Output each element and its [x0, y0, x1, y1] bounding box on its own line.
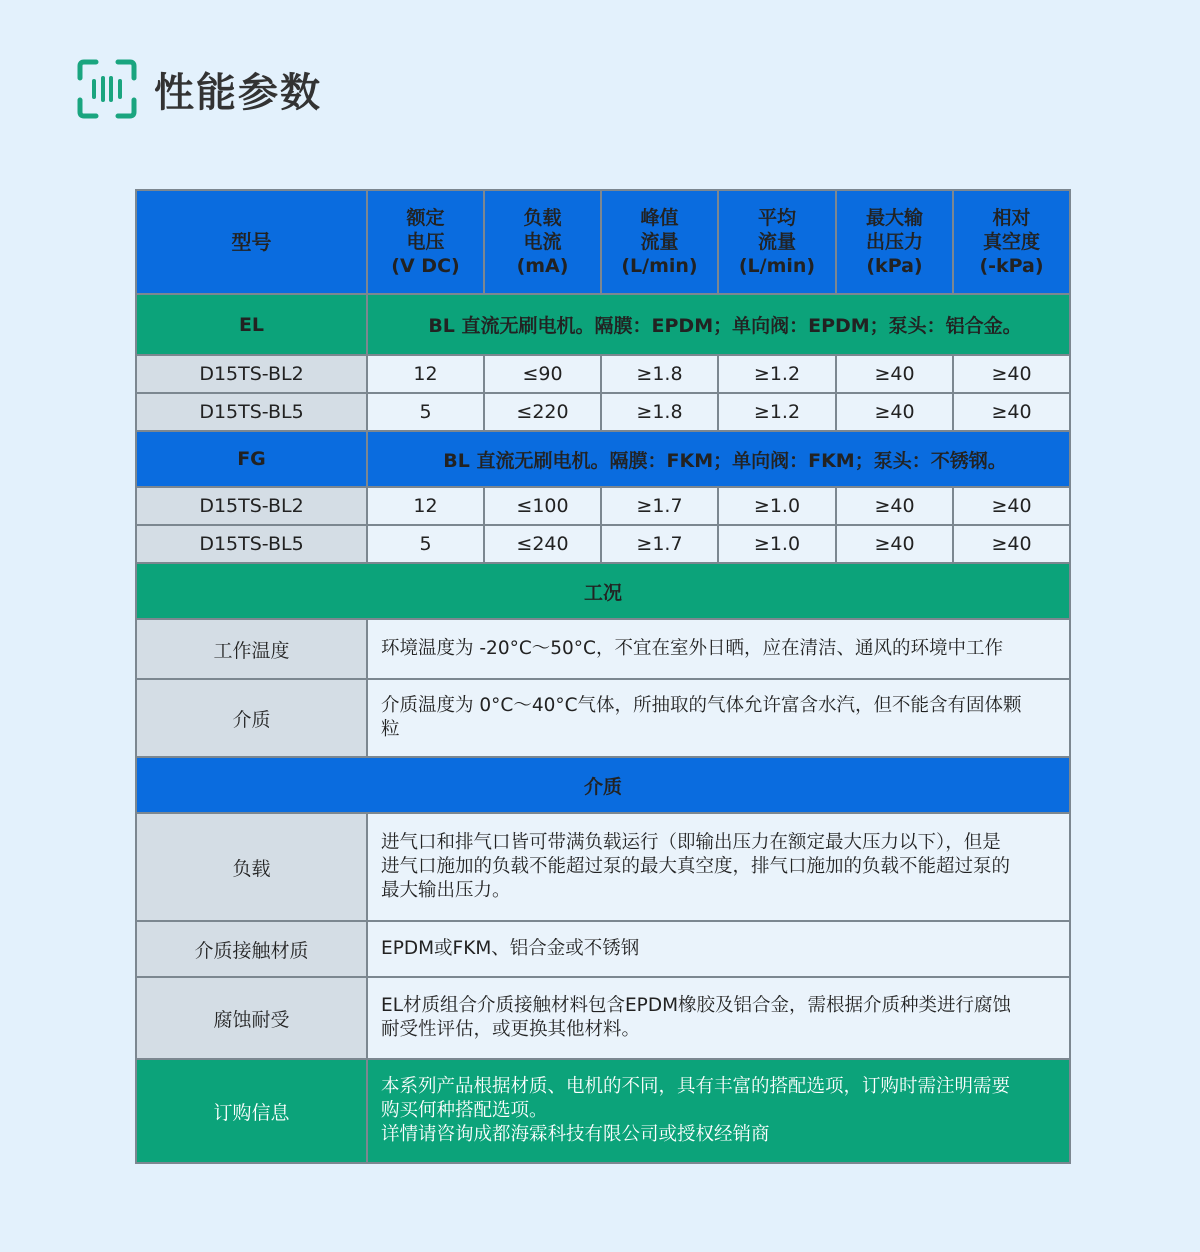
order-text-line: 本系列产品根据材质、电机的不同，具有丰富的搭配选项，订购时需注明需要 [381, 1076, 1011, 1097]
condition-label: 腐蚀耐受 [136, 977, 367, 1059]
value-cell: ≥1.8 [601, 355, 718, 393]
group-row-el [136, 294, 1070, 355]
column-header [136, 190, 367, 294]
value-cell: ≥40 [836, 355, 953, 393]
condition-text-line: 粒 [381, 719, 400, 740]
model-cell: D15TS-BL2 [136, 487, 367, 525]
column-header-line: (L/min) [738, 255, 816, 277]
value-cell: 5 [367, 393, 484, 431]
condition-label: 工作温度 [136, 619, 367, 679]
column-header-line: (-kPa) [979, 255, 1044, 277]
column-header [836, 190, 953, 294]
column-header-line: (V DC) [391, 255, 460, 277]
column-header-line: 流量 [757, 231, 796, 253]
order-text-line: 详情请咨询成都海霖科技有限公司或授权经销商 [381, 1124, 770, 1145]
column-header-line: 额定 [406, 207, 445, 229]
group-name: FG [136, 431, 367, 487]
value-cell: ≥1.7 [601, 487, 718, 525]
model-cell: D15TS-BL5 [136, 393, 367, 431]
value-cell: ≥1.0 [718, 487, 836, 525]
header-row [136, 190, 1070, 294]
value-cell: ≤240 [484, 525, 601, 563]
group-description: BL 直流无刷电机。隔膜：FKM；单向阀：FKM；泵头：不锈钢。 [367, 431, 1070, 487]
performance-table [135, 189, 1071, 1164]
value-cell: ≤90 [484, 355, 601, 393]
column-header-line: 最大输 [865, 207, 923, 229]
value-cell: ≥1.7 [601, 525, 718, 563]
value-cell: 12 [367, 487, 484, 525]
condition-text [367, 813, 1070, 921]
order-row [136, 1059, 1070, 1163]
condition-row [136, 813, 1070, 921]
condition-row [136, 977, 1070, 1059]
condition-text-line: EPDM或FKM、铝合金或不锈钢 [381, 938, 640, 959]
group-name: EL [136, 294, 367, 355]
value-cell: ≥40 [836, 525, 953, 563]
condition-text [367, 977, 1070, 1059]
value-cell: ≥40 [836, 487, 953, 525]
column-header-line: 相对 [992, 207, 1031, 229]
section-title: 介质 [136, 757, 1070, 813]
table-row [136, 355, 1070, 393]
column-header [367, 190, 484, 294]
column-header-line: 型号 [231, 230, 272, 254]
section-row-work [136, 563, 1070, 619]
condition-text-line: 介质温度为 0°C～40°C气体，所抽取的气体允许富含水汽，但不能含有固体颗 [381, 695, 1022, 716]
section-title: 工况 [136, 563, 1070, 619]
value-cell: ≥40 [953, 525, 1070, 563]
column-header-line: 负载 [523, 207, 562, 229]
column-header-line: (mA) [516, 255, 569, 277]
value-cell: ≥40 [836, 393, 953, 431]
condition-text-line: 环境温度为 -20°C～50°C，不宜在室外日晒，应在清洁、通风的环境中工作 [381, 638, 1003, 659]
condition-text-line: 耐受性评估，或更换其他材料。 [381, 1019, 641, 1040]
value-cell: ≥1.2 [718, 355, 836, 393]
column-header-line: (kPa) [866, 255, 923, 277]
condition-text-line: 最大输出压力。 [381, 880, 511, 901]
page-header [76, 58, 322, 120]
column-header [953, 190, 1070, 294]
column-header-line: 平均 [757, 207, 796, 229]
value-cell: 12 [367, 355, 484, 393]
condition-text-line: EL材质组合介质接触材料包含EPDM橡胶及铝合金，需根据介质种类进行腐蚀 [381, 995, 1012, 1016]
column-header-line: (L/min) [621, 255, 698, 277]
value-cell: ≥40 [953, 355, 1070, 393]
table-row [136, 393, 1070, 431]
condition-label: 负载 [136, 813, 367, 921]
page-title: 性能参数 [154, 69, 322, 116]
column-header-line: 真空度 [982, 231, 1040, 253]
column-header [601, 190, 718, 294]
condition-text [367, 679, 1070, 757]
value-cell: ≥1.8 [601, 393, 718, 431]
condition-text [367, 619, 1070, 679]
column-header-line: 电流 [523, 231, 562, 253]
value-cell: ≤100 [484, 487, 601, 525]
condition-label: 介质接触材质 [136, 921, 367, 977]
condition-label: 介质 [136, 679, 367, 757]
condition-text-line: 进气口和排气口皆可带满负载运行（即输出压力在额定最大压力以下），但是 [381, 832, 1001, 853]
model-cell: D15TS-BL5 [136, 525, 367, 563]
column-header-line: 流量 [640, 231, 679, 253]
value-cell: ≥1.0 [718, 525, 836, 563]
value-cell: ≥40 [953, 393, 1070, 431]
column-header [718, 190, 836, 294]
value-cell: ≤220 [484, 393, 601, 431]
group-row-fg [136, 431, 1070, 487]
table-row [136, 525, 1070, 563]
table-row [136, 487, 1070, 525]
condition-text-line: 进气口施加的负载不能超过泵的最大真空度，排气口施加的负载不能超过泵的 [381, 856, 1011, 877]
column-header-line: 电压 [406, 231, 445, 253]
order-label: 订购信息 [136, 1059, 367, 1163]
order-text [367, 1059, 1070, 1163]
order-text-line: 购买何种搭配选项。 [381, 1100, 548, 1121]
value-cell: ≥1.2 [718, 393, 836, 431]
condition-row [136, 619, 1070, 679]
value-cell: ≥40 [953, 487, 1070, 525]
condition-row [136, 679, 1070, 757]
column-header-line: 峰值 [640, 207, 679, 229]
value-cell: 5 [367, 525, 484, 563]
group-description: BL 直流无刷电机。隔膜：EPDM；单向阀：EPDM；泵头：铝合金。 [367, 294, 1070, 355]
condition-row [136, 921, 1070, 977]
column-header [484, 190, 601, 294]
condition-text [367, 921, 1070, 977]
barcode-scan-icon [76, 58, 138, 120]
section-row-medium [136, 757, 1070, 813]
model-cell: D15TS-BL2 [136, 355, 367, 393]
column-header-line: 出压力 [865, 231, 923, 253]
